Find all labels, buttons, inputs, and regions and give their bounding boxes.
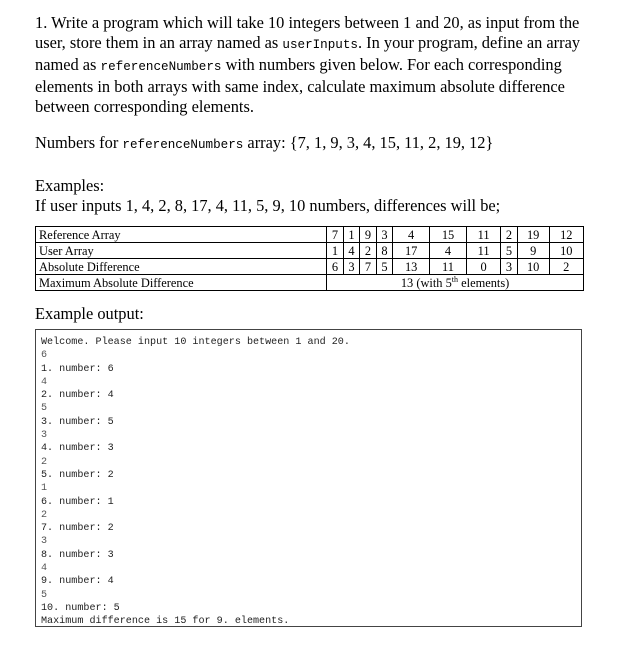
table-cell: 1 bbox=[343, 227, 360, 243]
console-input-line: 4 bbox=[41, 376, 48, 388]
reference-numbers-code: referenceNumbers bbox=[100, 60, 222, 74]
numbers-line bbox=[35, 133, 610, 155]
console-output-line: 8. number: 3 bbox=[41, 549, 114, 561]
console-input-line: 4 bbox=[41, 563, 48, 575]
numbers-array-code: referenceNumbers bbox=[122, 138, 244, 152]
console-input-line: 3 bbox=[41, 536, 48, 548]
question-part3: with numbers given below. For each corresponding elements in both arrays with same index, calculate maximum absolute difference between corresponding elements. bbox=[35, 55, 565, 116]
console-input-line: 5 bbox=[41, 403, 48, 415]
table-cell: 11 bbox=[466, 227, 500, 243]
row-label: Absolute Difference bbox=[36, 259, 327, 275]
console-output-line: Maximum difference is 15 for 9. elements. bbox=[41, 616, 290, 628]
console-output-line: 5. number: 2 bbox=[41, 469, 114, 481]
console-input-line: 3 bbox=[41, 430, 48, 442]
console-output-line: 4. number: 3 bbox=[41, 443, 114, 455]
table-cell: 5 bbox=[501, 243, 518, 259]
table-cell: 4 bbox=[430, 243, 467, 259]
console-input-line: 2 bbox=[41, 456, 48, 468]
table-cell: 2 bbox=[501, 227, 518, 243]
table-cell: 6 bbox=[327, 259, 344, 275]
table-cell: 13 bbox=[393, 259, 430, 275]
table-cell: 0 bbox=[466, 259, 500, 275]
table-cell: 3 bbox=[376, 227, 393, 243]
console-input-line: 6 bbox=[41, 350, 48, 362]
numbers-suffix: array: {7, 1, 9, 3, 4, 15, 11, 2, 19, 12} bbox=[243, 133, 494, 152]
table-cell: 1 bbox=[327, 243, 344, 259]
question-part2: . In your program, define an array named as bbox=[35, 33, 581, 74]
numbers-prefix: Numbers for bbox=[35, 133, 123, 152]
table-cell: 10 bbox=[549, 243, 583, 259]
table-cell: 9 bbox=[360, 227, 377, 243]
example-output-title: Example output: bbox=[35, 304, 144, 323]
table-cell: 12 bbox=[549, 227, 583, 243]
console-output-line: 6. number: 1 bbox=[41, 496, 114, 508]
table-cell: 5 bbox=[376, 259, 393, 275]
console-output-line: 3. number: 5 bbox=[41, 416, 114, 428]
console-output-line: 10. number: 5 bbox=[41, 602, 120, 614]
difference-table bbox=[35, 226, 584, 291]
table-cell: 19 bbox=[517, 227, 549, 243]
table-cell: 7 bbox=[327, 227, 344, 243]
table-row-maximum bbox=[36, 275, 584, 291]
console-input-line: 5 bbox=[41, 589, 48, 601]
question-text bbox=[35, 13, 610, 117]
user-inputs-code: userInputs bbox=[282, 38, 358, 52]
table-cell: 11 bbox=[430, 259, 467, 275]
row-label: User Array bbox=[36, 243, 327, 259]
row-label: Reference Array bbox=[36, 227, 327, 243]
console-output-line: 7. number: 2 bbox=[41, 523, 114, 535]
table-cell: 15 bbox=[430, 227, 467, 243]
console-output-line: 2. number: 4 bbox=[41, 390, 114, 402]
table-cell: 4 bbox=[393, 227, 430, 243]
console-output bbox=[35, 329, 582, 627]
examples-line: If user inputs 1, 4, 2, 8, 17, 4, 11, 5, 9, 10 numbers, differences will be; bbox=[35, 196, 501, 215]
question-part1: 1. Write a program which will take 10 integers between 1 and 20, as input from the user, store them in an array named as bbox=[35, 13, 580, 52]
console-input-line: 2 bbox=[41, 509, 48, 521]
table-cell: 3 bbox=[343, 259, 360, 275]
table-cell: 10 bbox=[517, 259, 549, 275]
console-output-line: 1. number: 6 bbox=[41, 363, 114, 375]
table-cell: 2 bbox=[360, 243, 377, 259]
table-cell: 4 bbox=[343, 243, 360, 259]
table-row bbox=[36, 243, 584, 259]
table-cell: 2 bbox=[549, 259, 583, 275]
console-output-line: Welcome. Please input 10 integers between 1 and 20. bbox=[41, 337, 350, 348]
table-cell: 9 bbox=[517, 243, 549, 259]
table-cell: 11 bbox=[466, 243, 500, 259]
table-row bbox=[36, 227, 584, 243]
table-cell: 3 bbox=[501, 259, 518, 275]
table-cell: 17 bbox=[393, 243, 430, 259]
table-row bbox=[36, 259, 584, 275]
examples-title: Examples: bbox=[35, 176, 105, 195]
console-output-line: 9. number: 4 bbox=[41, 576, 114, 588]
max-value: 13 (with 5th elements) bbox=[327, 275, 584, 291]
table-cell: 8 bbox=[376, 243, 393, 259]
table-cell: 7 bbox=[360, 259, 377, 275]
max-label: Maximum Absolute Difference bbox=[36, 275, 327, 291]
console-input-line: 1 bbox=[41, 483, 48, 495]
